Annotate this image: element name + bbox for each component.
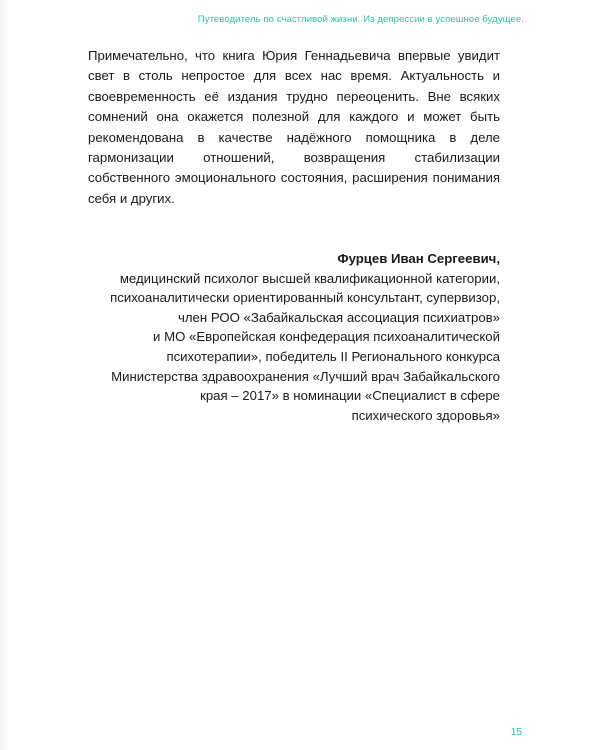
page-edge-shadow xyxy=(0,0,10,750)
signature-name: Фурцев Иван Сергеевич, xyxy=(337,251,500,266)
signature-block xyxy=(80,249,500,425)
running-header: Путеводитель по счастливой жизни. Из депрессии в успешное будущее. xyxy=(197,14,524,25)
signature-line: Министерства здравоохранения «Лучший врач Забайкальского xyxy=(111,368,500,384)
signature-line: член РОО «Забайкальская ассоциация психиатров» xyxy=(177,309,500,325)
signature-line: психотерапии», победитель II Регионального конкурса xyxy=(166,348,500,364)
signature-line: психического здоровья» xyxy=(351,407,500,423)
signature-line: края – 2017» в номинации «Специалист в сфере xyxy=(200,388,500,404)
page-number: 15 xyxy=(510,727,522,738)
signature-line: и МО «Европейская конфедерация психоаналитической xyxy=(153,329,500,345)
signature-line: медицинский психолог высшей квалификационной категории, xyxy=(119,270,500,286)
signature-line: психоаналитически ориентированный консультант, супервизор, xyxy=(110,290,500,306)
body-paragraph: Примечательно, что книга Юрия Геннадьевича впервые увидит свет в столь непростое для всех нас время. Актуальность и своевременность её издания трудно переоценить. Вне всяких сомнений она окажется полезной для каждого и может быть рекомендована в качестве надёжного помощника в деле гармонизации отношений, возвращения стабилизации собственного эмоционального состояния, расширения понимания себя и других. xyxy=(88,48,500,206)
